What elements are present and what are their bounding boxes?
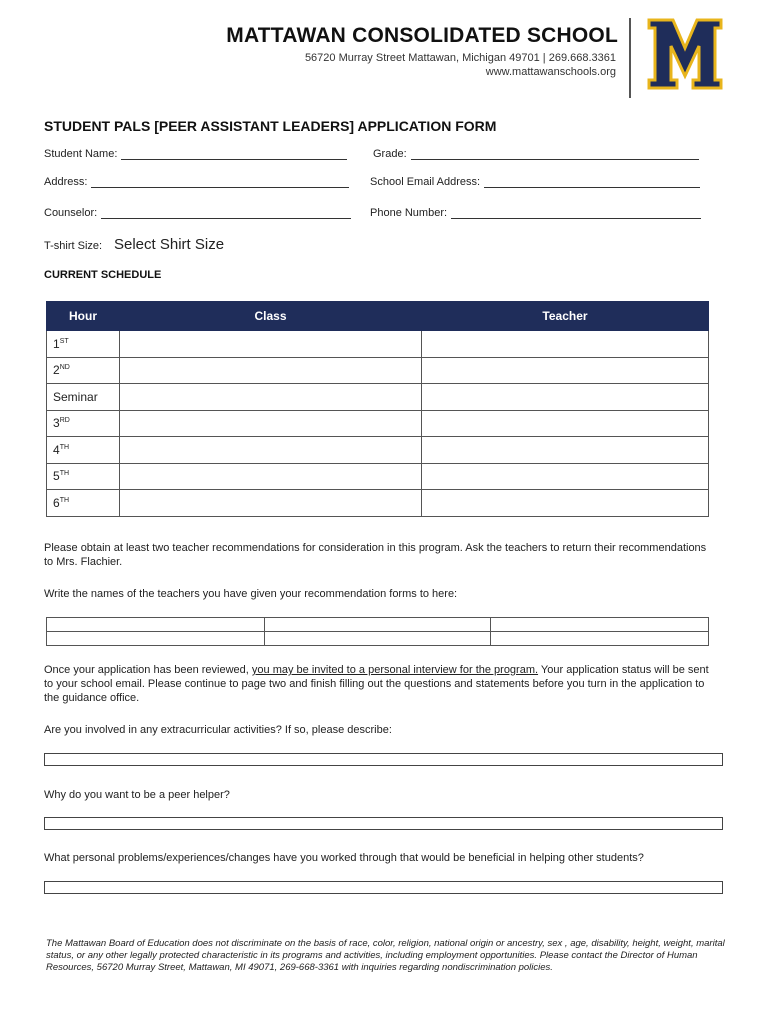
counselor-label: Counselor: bbox=[44, 207, 98, 219]
review-notice: Once your application has been reviewed, you may be invited to a personal interview for the program. Your application status will be sent to your school email. Please continue to page two and finish filling out the questions and statements before you turn in the application to the guidance office. bbox=[44, 664, 709, 704]
table-row bbox=[47, 410, 709, 437]
student-name-line[interactable] bbox=[121, 147, 347, 160]
school-name: MATTAWAN CONSOLIDATED SCHOOL bbox=[226, 24, 618, 47]
hour-cell: 5TH bbox=[47, 463, 120, 490]
header-divider bbox=[629, 18, 631, 98]
extracurricular-answer-box[interactable] bbox=[44, 753, 723, 766]
teacher-name-cell[interactable] bbox=[490, 618, 708, 632]
student-name-field[interactable] bbox=[44, 147, 347, 160]
teacher-names-prompt: Write the names of the teachers you have given your recommendation forms to here: bbox=[44, 588, 458, 600]
grade-label: Grade: bbox=[373, 148, 407, 160]
table-row bbox=[47, 490, 709, 517]
hour-cell: 4TH bbox=[47, 437, 120, 464]
hour-cell: 1ST bbox=[47, 331, 120, 358]
tshirt-size-select[interactable]: Select Shirt Size bbox=[114, 236, 225, 253]
school-email-label: School Email Address: bbox=[370, 176, 481, 188]
table-row bbox=[47, 384, 709, 411]
address-field[interactable] bbox=[44, 175, 349, 188]
nondiscrimination-notice: The Mattawan Board of Education does not discriminate on the basis of race, color, religion, national origin or ancestry, sex , age, disability, height, weight, marital status, or any other legally protected characteristic in its programs and activities, including employment opportunities. Please contact the Director of Human Resources, 56720 Murray Street, Mattawan, MI 49071, 269-668-3361 with inquiries regarding nondiscrimination policies. bbox=[46, 938, 725, 973]
schedule-table bbox=[46, 301, 709, 517]
school-logo bbox=[645, 14, 725, 94]
class-cell[interactable] bbox=[120, 331, 422, 358]
address-label: Address: bbox=[44, 176, 88, 188]
grade-field[interactable] bbox=[373, 147, 699, 160]
recommendation-teachers-table bbox=[46, 617, 709, 646]
hour-cell: Seminar bbox=[47, 384, 120, 411]
counselor-line[interactable] bbox=[101, 206, 351, 219]
teacher-name-cell[interactable] bbox=[490, 632, 708, 646]
table-row bbox=[47, 463, 709, 490]
hour-cell: 6TH bbox=[47, 490, 120, 517]
tshirt-size-label: T-shirt Size: bbox=[44, 240, 103, 252]
phone-line[interactable] bbox=[451, 206, 701, 219]
class-cell[interactable] bbox=[120, 490, 422, 517]
teacher-cell[interactable] bbox=[422, 490, 709, 517]
teacher-name-cell[interactable] bbox=[47, 632, 265, 646]
counselor-field[interactable] bbox=[44, 206, 351, 219]
form-title: STUDENT PALS [PEER ASSISTANT LEADERS] APPLICATION FORM bbox=[44, 118, 497, 134]
class-cell[interactable] bbox=[120, 384, 422, 411]
teacher-cell[interactable] bbox=[422, 410, 709, 437]
column-header-class: Class bbox=[120, 302, 422, 331]
hour-cell: 2ND bbox=[47, 357, 120, 384]
table-row bbox=[47, 357, 709, 384]
teacher-cell[interactable] bbox=[422, 384, 709, 411]
personal-experiences-answer-box[interactable] bbox=[44, 881, 723, 894]
schedule-heading: CURRENT SCHEDULE bbox=[44, 269, 162, 281]
teacher-cell[interactable] bbox=[422, 463, 709, 490]
school-website: www.mattawanschools.org bbox=[485, 66, 616, 78]
table-row bbox=[47, 331, 709, 358]
phone-label: Phone Number: bbox=[370, 207, 448, 219]
recommendation-instructions: Please obtain at least two teacher recommendations for consideration in this program. Ask the teachers to return their recommendations to Mrs. Flachier. bbox=[44, 542, 707, 568]
column-header-teacher: Teacher bbox=[422, 302, 709, 331]
teacher-name-cell[interactable] bbox=[47, 618, 265, 632]
school-email-field[interactable] bbox=[370, 175, 700, 188]
student-name-label: Student Name: bbox=[44, 148, 118, 160]
hour-cell: 3RD bbox=[47, 410, 120, 437]
grade-line[interactable] bbox=[411, 147, 699, 160]
table-row bbox=[47, 632, 709, 646]
teacher-cell[interactable] bbox=[422, 331, 709, 358]
class-cell[interactable] bbox=[120, 357, 422, 384]
teacher-name-cell[interactable] bbox=[265, 618, 490, 632]
question-peer-helper: Why do you want to be a peer helper? bbox=[44, 789, 230, 801]
teacher-cell[interactable] bbox=[422, 357, 709, 384]
peer-helper-answer-box[interactable] bbox=[44, 817, 723, 830]
school-email-line[interactable] bbox=[484, 175, 700, 188]
class-cell[interactable] bbox=[120, 463, 422, 490]
class-cell[interactable] bbox=[120, 410, 422, 437]
table-row bbox=[47, 437, 709, 464]
address-line[interactable] bbox=[91, 175, 349, 188]
school-address: 56720 Murray Street Mattawan, Michigan 49701 | 269.668.3361 bbox=[304, 52, 616, 64]
class-cell[interactable] bbox=[120, 437, 422, 464]
teacher-cell[interactable] bbox=[422, 437, 709, 464]
phone-field[interactable] bbox=[370, 206, 701, 219]
question-personal-experiences: What personal problems/experiences/changes have you worked through that would be beneficial in helping other students? bbox=[44, 852, 644, 864]
column-header-hour: Hour bbox=[47, 302, 120, 331]
teacher-name-cell[interactable] bbox=[265, 632, 490, 646]
question-extracurricular: Are you involved in any extracurricular activities? If so, please describe: bbox=[44, 724, 392, 736]
table-row bbox=[47, 618, 709, 632]
